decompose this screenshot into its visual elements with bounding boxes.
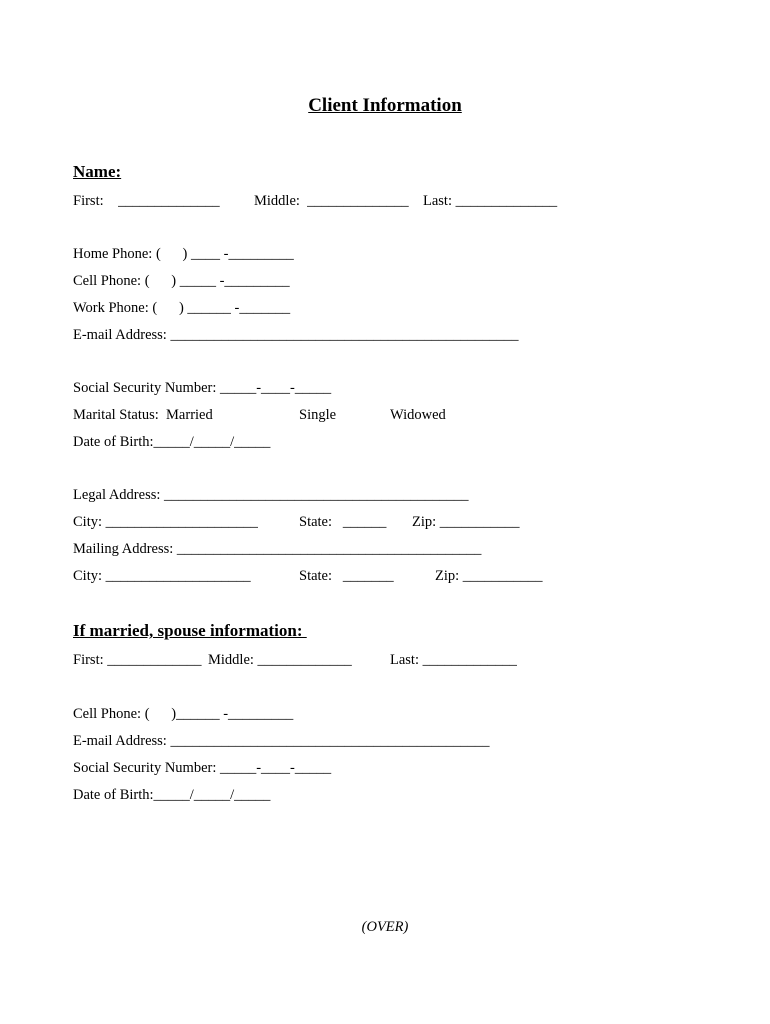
page-footer: (OVER) [361, 919, 409, 935]
name-section-heading: Name: [73, 162, 122, 181]
email-field[interactable]: E-mail Address: ________________________________________________ [73, 327, 519, 343]
marital-status-single[interactable]: Single [299, 407, 337, 423]
spouse-ssn-field[interactable]: Social Security Number: _____-____-_____ [73, 760, 332, 776]
spouse-section-heading: If married, spouse information: [73, 621, 307, 640]
mailing-zip-field[interactable]: Zip: ___________ [435, 568, 543, 584]
dob-field[interactable]: Date of Birth:_____/_____/_____ [73, 434, 271, 450]
ssn-field[interactable]: Social Security Number: _____-____-_____ [73, 380, 332, 396]
first-name-field[interactable]: First: ______________ [73, 193, 220, 209]
marital-status-widowed[interactable]: Widowed [390, 407, 446, 423]
work-phone-field[interactable]: Work Phone: ( ) ______ -_______ [73, 300, 291, 316]
legal-zip-field[interactable]: Zip: ___________ [412, 514, 520, 530]
legal-state-field[interactable]: State: ______ [299, 514, 387, 530]
spouse-dob-field[interactable]: Date of Birth:_____/_____/_____ [73, 787, 271, 803]
legal-address-field[interactable]: Legal Address: __________________________________________ [73, 487, 469, 503]
mailing-city-field[interactable]: City: ____________________ [73, 568, 251, 584]
middle-name-field[interactable]: Middle: ______________ [254, 193, 409, 209]
last-name-field[interactable]: Last: ______________ [423, 193, 558, 209]
spouse-cell-phone-field[interactable]: Cell Phone: ( )______ -_________ [73, 706, 294, 722]
mailing-state-field[interactable]: State: _______ [299, 568, 394, 584]
marital-status-married[interactable]: Marital Status: Married [73, 407, 213, 423]
spouse-email-field[interactable]: E-mail Address: ____________________________________________ [73, 733, 490, 749]
home-phone-field[interactable]: Home Phone: ( ) ____ -_________ [73, 246, 294, 262]
cell-phone-field[interactable]: Cell Phone: ( ) _____ -_________ [73, 273, 290, 289]
page-title: Client Information [308, 95, 462, 116]
mailing-address-field[interactable]: Mailing Address: __________________________________________ [73, 541, 482, 557]
spouse-last-name-field[interactable]: Last: _____________ [390, 652, 517, 668]
legal-city-field[interactable]: City: _____________________ [73, 514, 258, 530]
spouse-middle-name-field[interactable]: Middle: _____________ [208, 652, 352, 668]
spouse-first-name-field[interactable]: First: _____________ [73, 652, 202, 668]
